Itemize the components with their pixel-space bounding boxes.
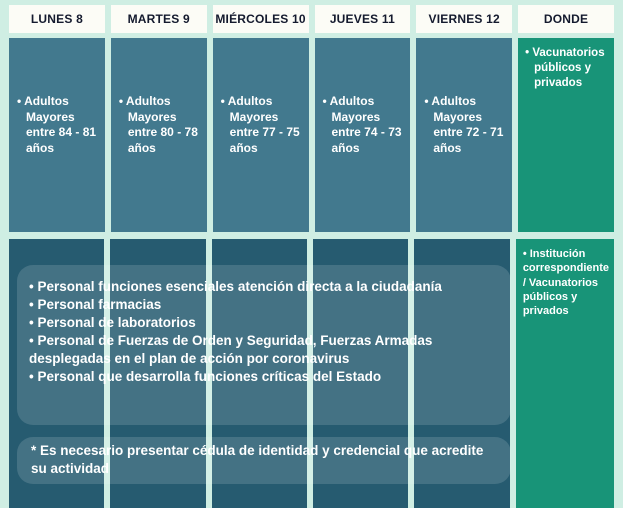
cell-text: • Adultos Mayores entre 72 - 71 años — [424, 94, 504, 155]
note-text: * Es necesario presentar cédula de identidad y credencial que acredite su actividad — [31, 443, 484, 476]
group-item: • Personal de laboratorios — [29, 314, 196, 330]
cell-lunes-adultos — [9, 38, 105, 232]
header-donde: DONDE — [518, 5, 614, 33]
cell-text: • Vacunatorios públicos y privados — [525, 47, 605, 89]
cell-donde-vacunatorios — [518, 38, 614, 232]
cell-text: • Institución correspondiente / Vacunatorios públicos y privados — [522, 248, 609, 318]
group-item: • Personal de Fuerzas de Orden y Seguridad, Fuerzas Armadas desplegadas en el plan de acción por coronavirus — [29, 332, 433, 366]
cell-text: • Adultos Mayores entre 84 - 81 años — [17, 94, 97, 155]
cell-text: • Adultos Mayores entre 77 - 75 años — [220, 94, 300, 155]
row-adultos-mayores — [9, 38, 614, 232]
cell-jueves-adultos — [315, 38, 411, 232]
group-item: • Personal funciones esenciales atención directa a la ciudadanía — [29, 279, 442, 294]
row-personal-esencial — [9, 239, 614, 508]
header-day-viernes: VIERNES 12 — [416, 5, 512, 33]
cell-text: • Adultos Mayores entre 74 - 73 años — [322, 94, 402, 155]
personal-groups-box — [17, 265, 511, 425]
group-item: • Personal que desarrolla funciones críticas del Estado — [29, 368, 382, 384]
header-day-miercoles: MIÉRCOLES 10 — [213, 5, 309, 33]
cell-miercoles-adultos — [213, 38, 309, 232]
header-day-jueves: JUEVES 11 — [315, 5, 411, 33]
header-day-lunes: LUNES 8 — [9, 5, 105, 33]
cell-viernes-adultos — [416, 38, 512, 232]
group-item: • Personal farmacias — [29, 296, 162, 312]
header-row — [9, 5, 614, 33]
credential-note-box — [17, 437, 511, 484]
cell-martes-adultos — [111, 38, 207, 232]
cell-text: • Adultos Mayores entre 80 - 78 años — [118, 94, 198, 155]
cell-donde-institucion — [516, 239, 614, 508]
header-day-martes: MARTES 9 — [111, 5, 207, 33]
